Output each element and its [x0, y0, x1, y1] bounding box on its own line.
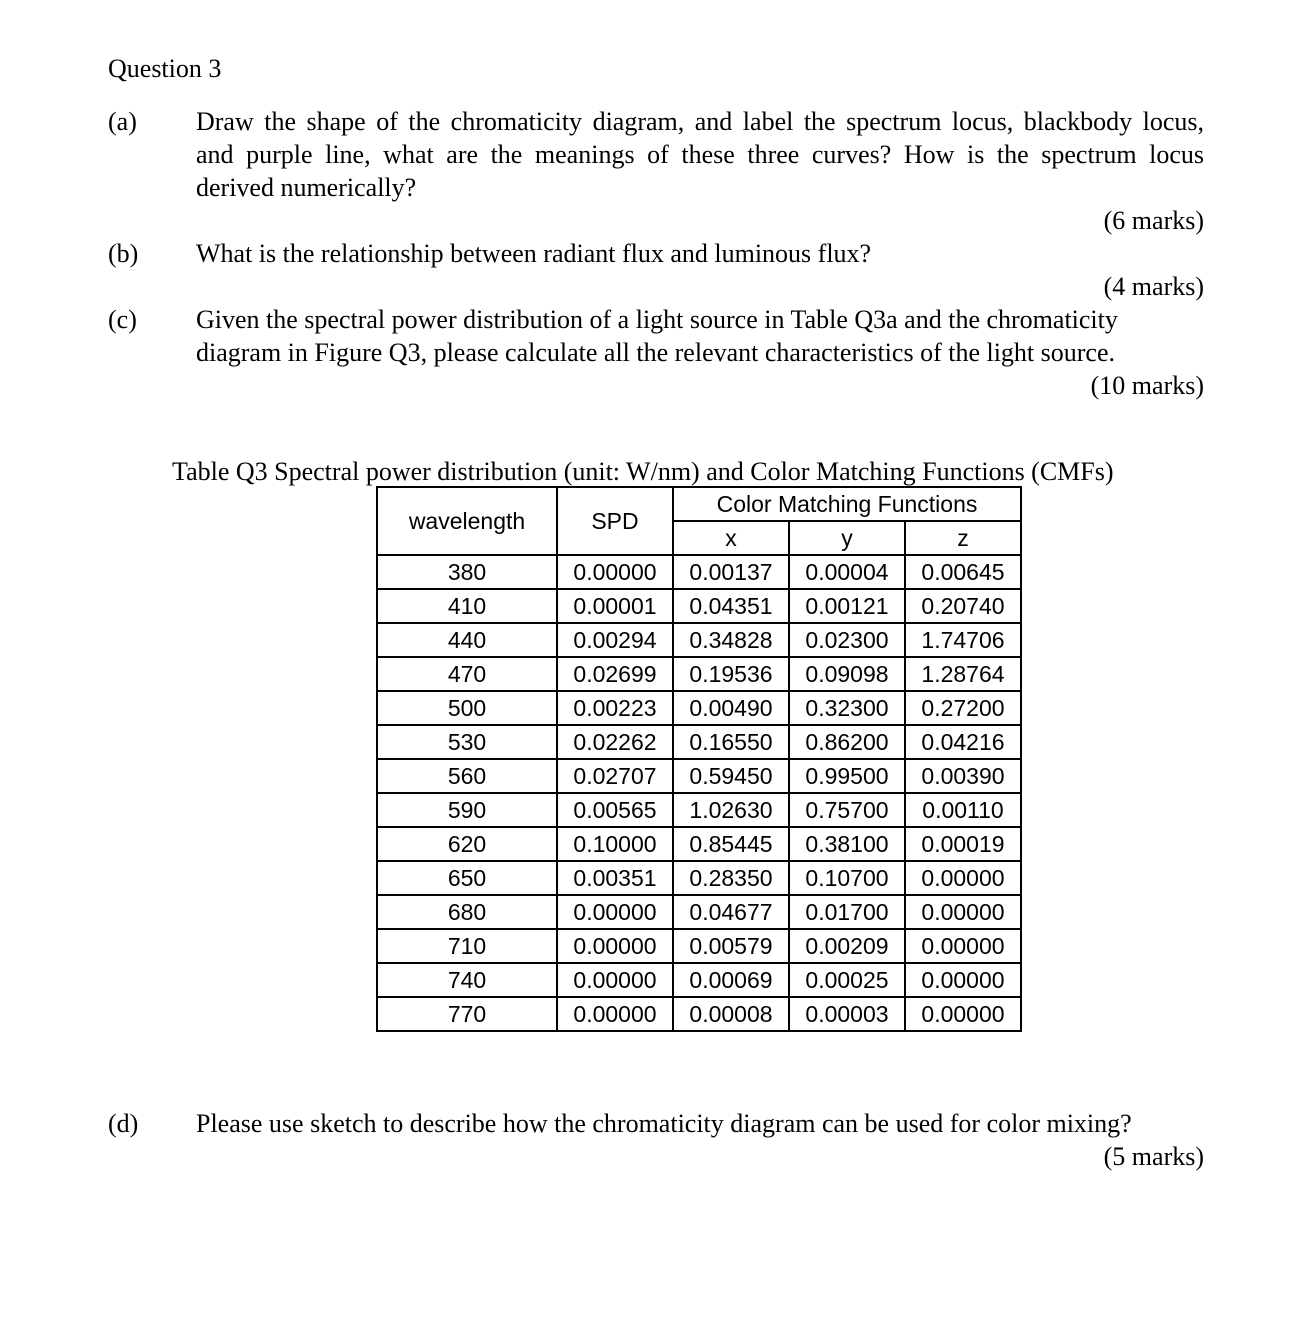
table-caption: Table Q3 Spectral power distribution (unit: W/nm) and Color Matching Functions (CMFs)	[172, 457, 1114, 486]
table-row	[377, 589, 1021, 623]
header-x: x	[673, 521, 789, 555]
part-b-line-1: What is the relationship between radiant flux and luminous flux?	[196, 239, 872, 268]
cell-y: 0.10700	[789, 861, 905, 895]
cell-z: 0.00019	[905, 827, 1021, 861]
cell-z: 1.28764	[905, 657, 1021, 691]
part-c-label: (c)	[108, 305, 137, 334]
cell-x: 0.00069	[673, 963, 789, 997]
table-body	[377, 555, 1021, 1031]
part-b-marks: (4 marks)	[1103, 272, 1204, 301]
cell-spd: 0.00000	[557, 895, 673, 929]
cell-y: 0.01700	[789, 895, 905, 929]
table-row	[377, 929, 1021, 963]
cell-z: 0.27200	[905, 691, 1021, 725]
cell-y: 0.32300	[789, 691, 905, 725]
part-c-line-2: diagram in Figure Q3, please calculate all the relevant characteristics of the light source.	[196, 338, 1116, 367]
cell-x: 0.00490	[673, 691, 789, 725]
cell-x: 0.28350	[673, 861, 789, 895]
cell-x: 0.16550	[673, 725, 789, 759]
cell-wavelength: 740	[377, 963, 557, 997]
cell-z: 0.00000	[905, 963, 1021, 997]
cell-spd: 0.02699	[557, 657, 673, 691]
table-row	[377, 555, 1021, 589]
cell-z: 0.00390	[905, 759, 1021, 793]
cell-wavelength: 410	[377, 589, 557, 623]
table-row	[377, 963, 1021, 997]
cell-spd: 0.00000	[557, 997, 673, 1031]
table-row	[377, 861, 1021, 895]
part-a-marks: (6 marks)	[1103, 206, 1204, 235]
part-a-line-1: Draw the shape of the chromaticity diagram, and label the spectrum locus, blackbody locus,	[196, 107, 1204, 136]
table-row	[377, 793, 1021, 827]
part-a-line-3: derived numerically?	[196, 173, 417, 202]
part-a-label: (a)	[108, 107, 137, 136]
cell-spd: 0.00565	[557, 793, 673, 827]
cell-y: 0.00209	[789, 929, 905, 963]
cell-spd: 0.02262	[557, 725, 673, 759]
table-row	[377, 759, 1021, 793]
cell-z: 0.00110	[905, 793, 1021, 827]
header-y: y	[789, 521, 905, 555]
cell-spd: 0.02707	[557, 759, 673, 793]
cell-wavelength: 500	[377, 691, 557, 725]
cell-z: 0.00000	[905, 895, 1021, 929]
part-d-line-1: Please use sketch to describe how the chromaticity diagram can be used for color mixing?	[196, 1109, 1132, 1138]
table-row	[377, 657, 1021, 691]
part-d-label: (d)	[108, 1109, 139, 1138]
cell-wavelength: 620	[377, 827, 557, 861]
cell-z: 0.00645	[905, 555, 1021, 589]
cell-x: 1.02630	[673, 793, 789, 827]
cell-z: 0.00000	[905, 861, 1021, 895]
cell-wavelength: 680	[377, 895, 557, 929]
cell-z: 1.74706	[905, 623, 1021, 657]
table-row	[377, 827, 1021, 861]
cell-spd: 0.10000	[557, 827, 673, 861]
cell-spd: 0.00294	[557, 623, 673, 657]
table-row	[377, 895, 1021, 929]
cell-wavelength: 560	[377, 759, 557, 793]
cell-y: 0.00004	[789, 555, 905, 589]
cell-wavelength: 530	[377, 725, 557, 759]
cell-z: 0.20740	[905, 589, 1021, 623]
header-spd: SPD	[557, 487, 673, 555]
cell-x: 0.34828	[673, 623, 789, 657]
cell-x: 0.85445	[673, 827, 789, 861]
cell-y: 0.00025	[789, 963, 905, 997]
header-wavelength: wavelength	[377, 487, 557, 555]
cell-spd: 0.00000	[557, 963, 673, 997]
cell-x: 0.00137	[673, 555, 789, 589]
cell-wavelength: 590	[377, 793, 557, 827]
cell-wavelength: 770	[377, 997, 557, 1031]
cell-x: 0.04677	[673, 895, 789, 929]
part-a-line-2: and purple line, what are the meanings of these three curves? How is the spectrum locus	[196, 140, 1204, 169]
question-title: Question 3	[108, 54, 222, 83]
cell-x: 0.00579	[673, 929, 789, 963]
cell-y: 0.02300	[789, 623, 905, 657]
cell-spd: 0.00001	[557, 589, 673, 623]
cell-z: 0.00000	[905, 929, 1021, 963]
cell-z: 0.04216	[905, 725, 1021, 759]
cell-spd: 0.00000	[557, 929, 673, 963]
cell-spd: 0.00351	[557, 861, 673, 895]
cell-y: 0.38100	[789, 827, 905, 861]
table-row	[377, 691, 1021, 725]
table-row	[377, 725, 1021, 759]
spd-cmf-table	[376, 486, 1022, 1032]
part-c-line-1: Given the spectral power distribution of a light source in Table Q3a and the chromaticity	[196, 305, 1118, 334]
cell-wavelength: 650	[377, 861, 557, 895]
part-c-marks: (10 marks)	[1090, 371, 1204, 400]
cell-wavelength: 470	[377, 657, 557, 691]
cell-wavelength: 440	[377, 623, 557, 657]
part-b-label: (b)	[108, 239, 139, 268]
table-row	[377, 623, 1021, 657]
cell-y: 0.09098	[789, 657, 905, 691]
cell-wavelength: 710	[377, 929, 557, 963]
cell-spd: 0.00000	[557, 555, 673, 589]
cell-y: 0.99500	[789, 759, 905, 793]
cell-x: 0.04351	[673, 589, 789, 623]
table-row	[377, 997, 1021, 1031]
cell-y: 0.00003	[789, 997, 905, 1031]
header-z: z	[905, 521, 1021, 555]
cell-y: 0.75700	[789, 793, 905, 827]
cell-x: 0.59450	[673, 759, 789, 793]
cell-x: 0.00008	[673, 997, 789, 1031]
header-cmf-group: Color Matching Functions	[673, 487, 1021, 521]
part-d-marks: (5 marks)	[1103, 1142, 1204, 1171]
cell-wavelength: 380	[377, 555, 557, 589]
cell-y: 0.86200	[789, 725, 905, 759]
cell-x: 0.19536	[673, 657, 789, 691]
cell-z: 0.00000	[905, 997, 1021, 1031]
cell-y: 0.00121	[789, 589, 905, 623]
cell-spd: 0.00223	[557, 691, 673, 725]
